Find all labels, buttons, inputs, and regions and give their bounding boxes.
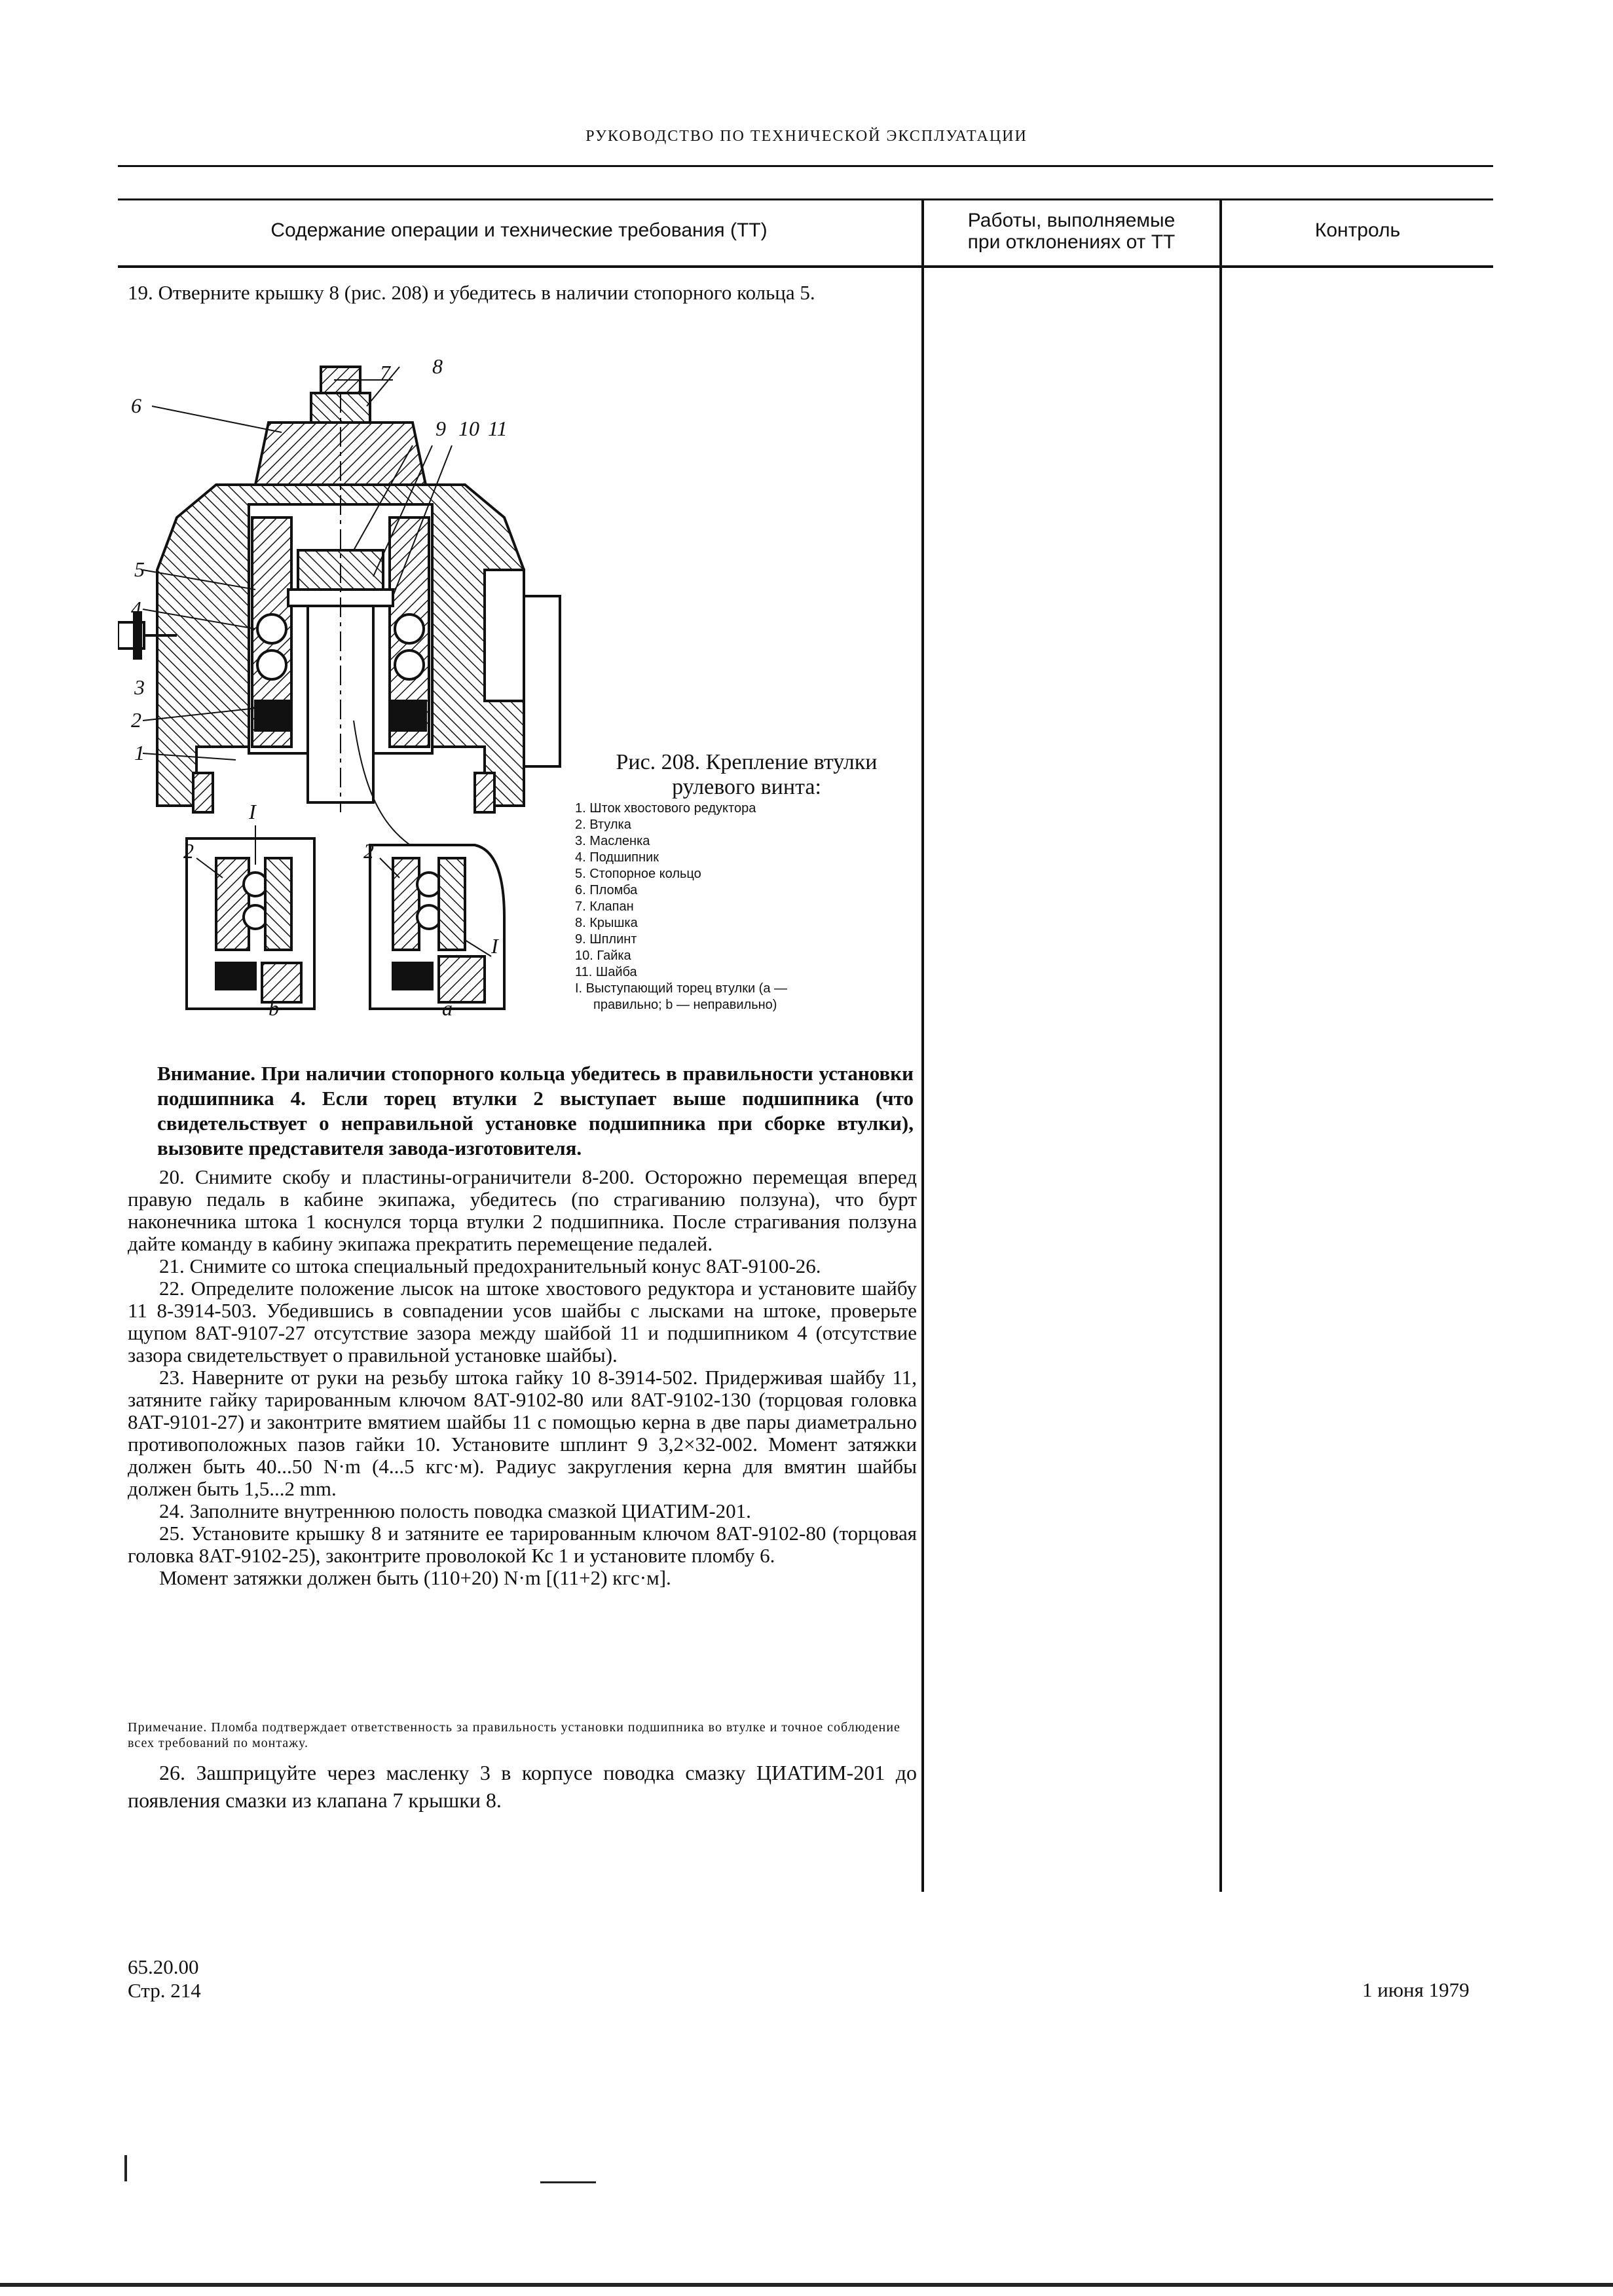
label-detail-I-b: I <box>249 800 256 823</box>
label-1: 1 <box>134 741 145 764</box>
step-20: 20. Снимите скобу и пластины-ограничители 8-200. Осторожно перемещая вперед правую педаль в кабине экипажа, убедитесь (по страгиванию ползуна), что бурт наконечника штока 1 коснулся торца втулки 2 подшипника. После страгивания ползуна дайте команду в кабину экипажа прекратить перемещение педалей. <box>128 1165 917 1255</box>
detail-view-b <box>187 838 314 1009</box>
label-11: 11 <box>488 417 508 440</box>
warning-note: Внимание. При наличии стопорного кольца убедитесь в правильности установки подшипника 4. Если торец втулки 2 выступает выше подшипника (что свидетельствует о неправильной установке подшипника при сборке втулки), вызовите представителя завода-изготовителя. <box>157 1062 914 1159</box>
step-25: 25. Установите крышку 8 и затяните ее тарированным ключом 8АТ-9102-80 (торцовая головка 8АТ-9102-25), законтрите проволокой Кс 1 и установите пломбу 6. <box>128 1522 917 1567</box>
column-header-content: Содержание операции и технические требования (ТТ) <box>270 219 768 241</box>
label-5: 5 <box>134 557 145 581</box>
figure-legend <box>575 800 916 1013</box>
legend-item: 4. Подшипник <box>575 850 659 865</box>
doc-code: 65.20.00 <box>128 1955 199 1978</box>
label-view-b: b <box>269 996 279 1020</box>
legend-item: 3. Масленка <box>575 834 650 848</box>
detail-view-a <box>370 845 504 1009</box>
step-22: 22. Определите положение лысок на штоке хвостового редуктора и установите шайбу 11 8-3914-503. Убедившись в совпадении усов шайбы с лысками на штоке, проверьте щупом 8АТ-9107-27 отсутствие зазора между шайбой 11 и подшипником 4 (отсутствие зазора свидетельствует о правильной установке шайбы). <box>128 1277 917 1366</box>
page-number: Стр. 214 <box>128 1979 201 2002</box>
step-26: 26. Зашприцуйте через масленку 3 в корпусе поводка смазку ЦИАТИМ-201 до появления смазки из клапана 7 крышки 8. <box>128 1761 917 1812</box>
label-4: 4 <box>131 597 141 620</box>
legend-item: 1. Шток хвостового редуктора <box>575 801 756 816</box>
scan-mark <box>540 2181 596 2183</box>
label-9: 9 <box>436 417 446 440</box>
column-divider-1 <box>921 198 924 1892</box>
column-header-deviations: Работы, выполняемые при отклонениях от ТТ <box>967 210 1176 253</box>
legend-item: 7. Клапан <box>575 899 634 914</box>
label-7: 7 <box>380 361 390 385</box>
legend-item: 11. Шайба <box>575 965 637 979</box>
legend-item: 6. Пломба <box>575 883 638 897</box>
legend-item: I. Выступающий торец втулки (a — <box>575 981 788 996</box>
table-head-rule <box>118 265 1493 268</box>
legend-item: 8. Крышка <box>575 916 638 930</box>
label-detail-2-b: 2 <box>183 839 194 863</box>
legend-item: правильно; b — неправильно) <box>593 998 777 1012</box>
step-24: 24. Заполните внутреннюю полость поводка смазкой ЦИАТИМ-201. <box>159 1499 751 1522</box>
legend-item: 2. Втулка <box>575 818 631 832</box>
torque-requirement: Момент затяжки должен быть (110+20) N·m [(11+2) кгс·м]. <box>159 1566 671 1589</box>
label-10: 10 <box>458 417 479 440</box>
step-19: 19. Отверните крышку 8 (рис. 208) и убедитесь в наличии стопорного кольца 5. <box>128 281 815 304</box>
step-23: 23. Наверните от руки на резьбу штока гайку 10 8-3914-502. Придерживая шайбу 11, затяните гайку тарированным ключом 8АТ-9102-80 или 8АТ-9102-130 (торцовая головка 8АТ-9101-27) и законтрите вмятием шайбы 11 с помощью керна в две пары диаметрально противоположных пазов гайки 10. Установите шплинт 9 3,2×32-002. Момент затяжки должен быть 40...50 N·m (4...5 кгс·м). Радиус закругления керна для вмятин шайбы должен быть 1,5...2 mm. <box>128 1366 917 1500</box>
legend-item: 5. Стопорное кольцо <box>575 867 701 881</box>
label-detail-2-a: 2 <box>363 839 374 863</box>
step-21: 21. Снимите со штока специальный предохранительный конус 8АТ-9100-26. <box>159 1254 821 1277</box>
page-header: РУКОВОДСТВО ПО ТЕХНИЧЕСКОЙ ЭКСПЛУАТАЦИИ <box>585 128 1028 145</box>
figure-208-drawing <box>118 354 576 1042</box>
label-detail-I-a: I <box>491 934 498 958</box>
note: Примечание. Пломба подтверждает ответственность за правильность установки подшипника во втулке и точное соблюдение всех требований по монтажу. <box>128 1720 900 1750</box>
column-divider-2 <box>1219 198 1222 1892</box>
legend-item: 10. Гайка <box>575 949 631 963</box>
footer-left <box>128 1955 201 2003</box>
label-view-a: a <box>442 996 453 1020</box>
label-6: 6 <box>131 394 141 417</box>
scan-mark <box>124 2155 127 2181</box>
legend-item: 9. Шплинт <box>575 932 637 947</box>
figure-caption: Рис. 208. Крепление втулки рулевого винта: <box>616 750 878 799</box>
footer-date: 1 июня 1979 <box>1362 1978 1470 2001</box>
label-2: 2 <box>131 708 141 732</box>
header-rule <box>118 165 1493 167</box>
bottom-edge-line <box>0 2283 1613 2287</box>
steps-block <box>128 1166 917 1589</box>
label-3: 3 <box>134 675 145 699</box>
label-8: 8 <box>432 354 443 378</box>
table-top-rule <box>118 198 1493 200</box>
column-header-control: Контроль <box>1314 219 1401 241</box>
